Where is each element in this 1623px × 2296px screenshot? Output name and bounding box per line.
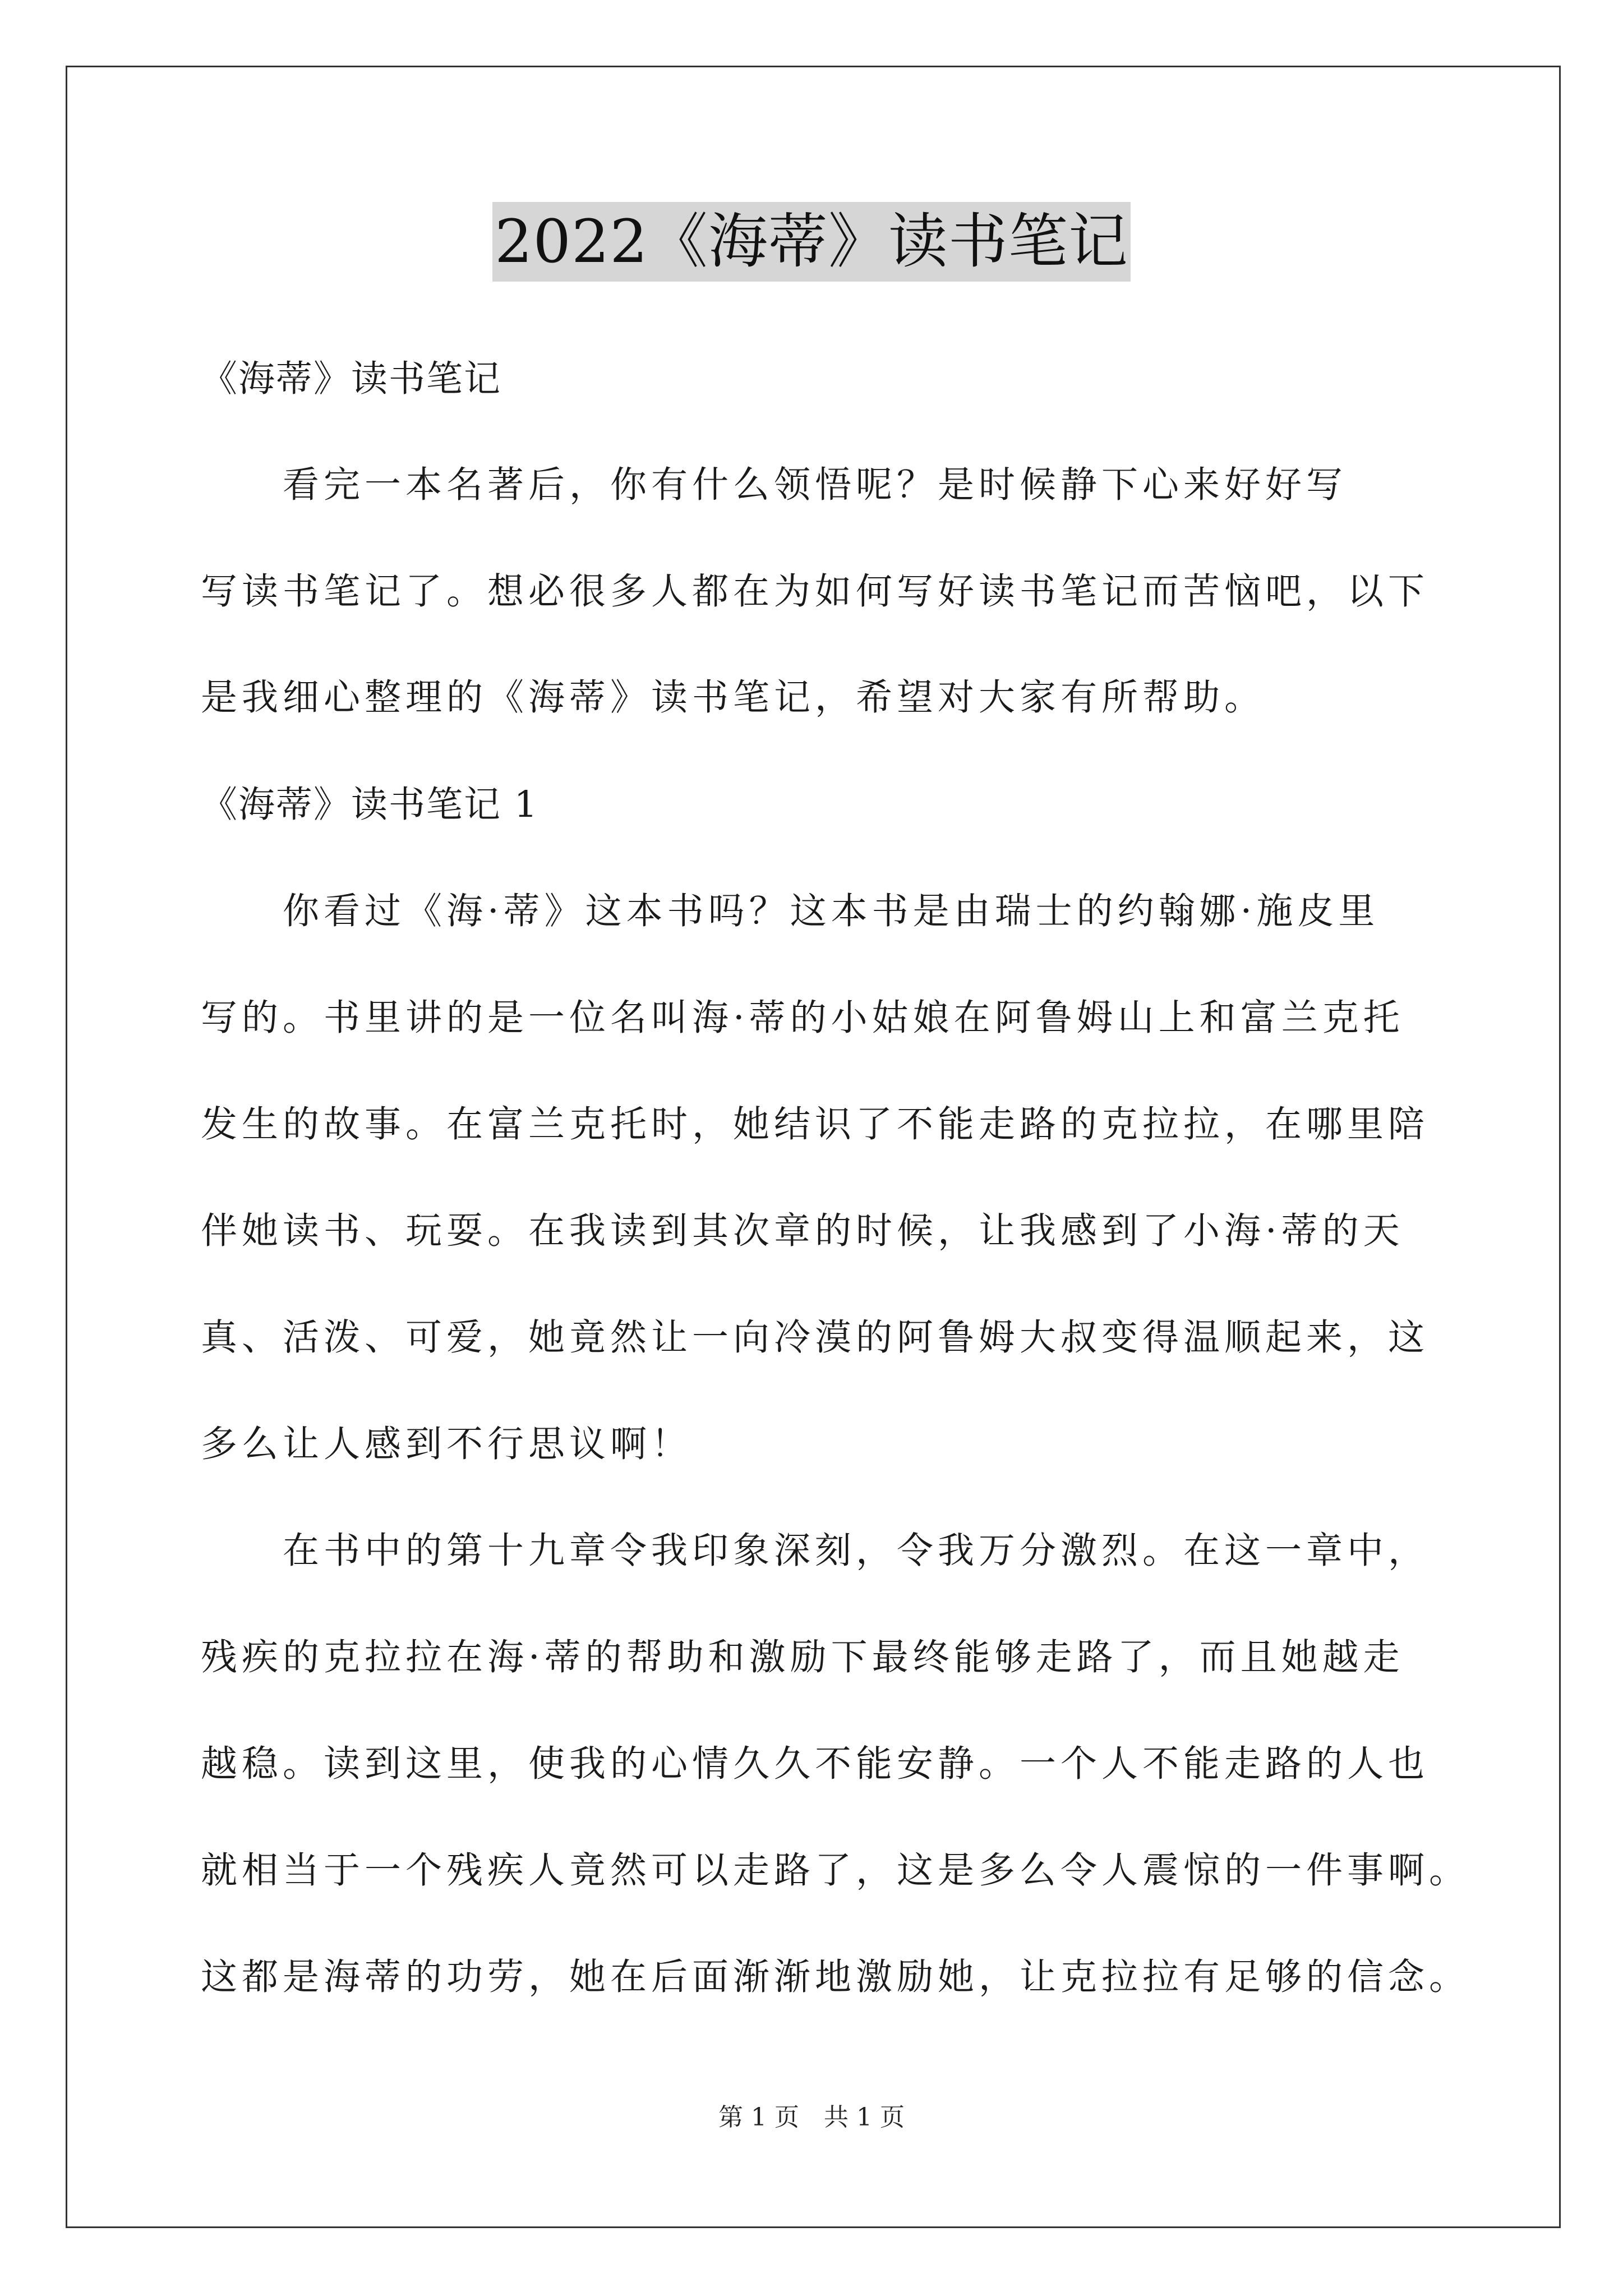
paragraph-line: 伴她读书、玩耍。在我读到其次章的时候，让我感到了小海·蒂的天 (201, 1210, 1404, 1252)
section-heading: 《海蒂》读书笔记 1 (201, 784, 539, 826)
paragraph-line: 写读书笔记了。想必很多人都在为如何写好读书笔记而苦恼吧，以下 (201, 570, 1430, 613)
paragraph-line: 多么让人感到不行思议啊！ (201, 1423, 693, 1465)
paragraph-line: 这都是海蒂的功劳，她在后面渐渐地激励她，让克拉拉有足够的信念。 (201, 1956, 1470, 1998)
paragraph-line: 是我细心整理的《海蒂》读书笔记，希望对大家有所帮助。 (201, 677, 1266, 719)
paragraph-line: 写的。书里讲的是一位名叫海·蒂的小姑娘在阿鲁姆山上和富兰克托 (201, 997, 1404, 1039)
paragraph-line: 残疾的克拉拉在海·蒂的帮助和激励下最终能够走路了，而且她越走 (201, 1636, 1404, 1678)
paragraph-line: 越稳。读到这里，使我的心情久久不能安静。一个人不能走路的人也 (201, 1743, 1430, 1785)
paragraph-line: 你看过《海·蒂》这本书吗？这本书是由瑞士的约翰娜·施皮里 (201, 890, 1380, 932)
page-footer: 第 1 页 共 1 页 (718, 2103, 905, 2132)
paragraph-line: 就相当于一个残疾人竟然可以走路了，这是多么令人震惊的一件事啊。 (201, 1849, 1470, 1892)
section-heading: 《海蒂》读书笔记 (201, 358, 502, 400)
paragraph-line: 真、活泼、可爱，她竟然让一向冷漠的阿鲁姆大叔变得温顺起来，这 (201, 1317, 1430, 1359)
title-container (0, 202, 1623, 282)
paragraph-line: 发生的故事。在富兰克托时，她结识了不能走路的克拉拉，在哪里陪 (201, 1103, 1430, 1145)
paragraph-line: 在书中的第十九章令我印象深刻，令我万分激烈。在这一章中， (201, 1530, 1430, 1572)
document-title: 2022《海蒂》读书笔记 (492, 202, 1131, 282)
paragraph-line: 看完一本名著后，你有什么领悟呢？是时候静下心来好好写 (201, 464, 1348, 506)
